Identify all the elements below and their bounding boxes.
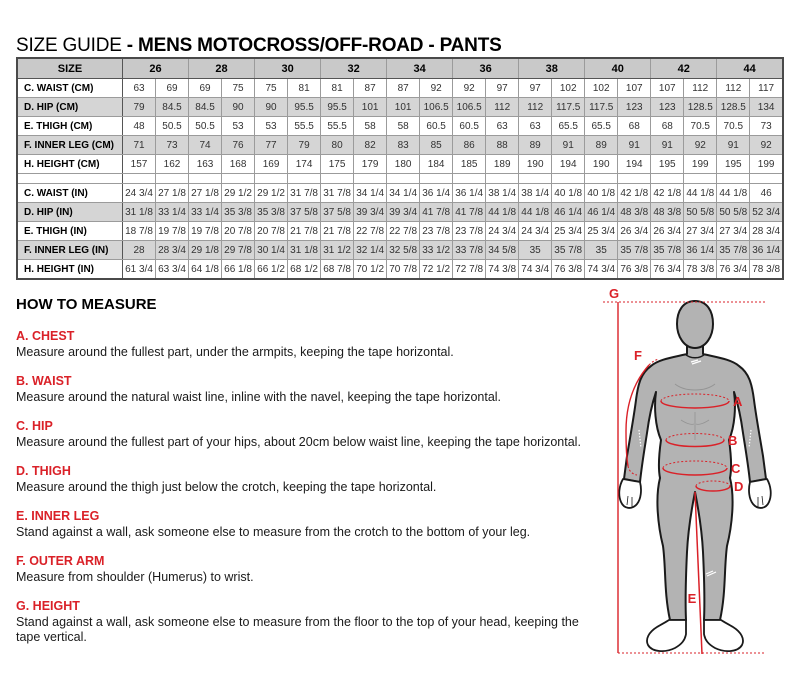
size-value-cell: 31 1/8: [288, 241, 321, 260]
size-value-cell: 32 1/4: [354, 241, 387, 260]
size-table-row: [17, 222, 783, 241]
left-foot: [647, 620, 686, 651]
size-value-cell: 31 1/2: [321, 241, 354, 260]
spacer-cell: [684, 174, 717, 184]
size-value-cell: 29 1/8: [189, 241, 222, 260]
spacer-cell: [255, 174, 288, 184]
measure-section-title: D. THIGH: [16, 464, 71, 478]
measure-section-f: [16, 554, 594, 585]
size-value-cell: 68: [651, 117, 684, 136]
size-value-cell: 50.5: [189, 117, 222, 136]
size-value-cell: 35 3/8: [255, 203, 288, 222]
spacer-cell: [420, 174, 453, 184]
size-value-cell: 41 7/8: [453, 203, 486, 222]
measure-section-title: C. HIP: [16, 419, 53, 433]
size-value-cell: 76 3/4: [717, 260, 750, 280]
size-value-cell: 19 7/8: [156, 222, 189, 241]
size-value-cell: 61 3/4: [123, 260, 156, 280]
row-label: H. HEIGHT (CM): [17, 155, 123, 174]
size-value-cell: 31 1/8: [123, 203, 156, 222]
row-label: D. HIP (IN): [17, 203, 123, 222]
size-value-cell: 44 1/8: [684, 184, 717, 203]
spacer-cell: [552, 174, 585, 184]
size-table-spacer-section: [17, 174, 783, 184]
size-table-spacer-row: [17, 174, 783, 184]
size-value-cell: 89: [585, 136, 618, 155]
size-value-cell: 29 7/8: [222, 241, 255, 260]
row-label: F. INNER LEG (IN): [17, 241, 123, 260]
size-value-cell: 80: [321, 136, 354, 155]
size-value-cell: 194: [618, 155, 651, 174]
measure-section-text: Stand against a wall, ask someone else to measure from the floor to the top of your head, keeping the tape vertical.: [16, 615, 579, 644]
size-value-cell: 33 1/4: [156, 203, 189, 222]
size-value-cell: 44 1/8: [519, 203, 552, 222]
size-column-header: 44: [717, 58, 783, 79]
size-value-cell: 38 1/4: [519, 184, 552, 203]
row-label: F. INNER LEG (CM): [17, 136, 123, 155]
measure-section-a: [16, 329, 594, 360]
size-value-cell: 55.5: [321, 117, 354, 136]
size-value-cell: 50 5/8: [684, 203, 717, 222]
size-value-cell: 101: [387, 98, 420, 117]
spacer-cell: [123, 174, 156, 184]
size-value-cell: 30 1/4: [255, 241, 288, 260]
spacer-cell: [750, 174, 783, 184]
size-value-cell: 69: [189, 79, 222, 98]
size-value-cell: 36 1/4: [420, 184, 453, 203]
size-value-cell: 27 3/4: [684, 222, 717, 241]
size-value-cell: 157: [123, 155, 156, 174]
size-value-cell: 18 7/8: [123, 222, 156, 241]
size-value-cell: 73: [156, 136, 189, 155]
spacer-cell: [717, 174, 750, 184]
size-value-cell: 22 7/8: [354, 222, 387, 241]
size-value-cell: 66 1/8: [222, 260, 255, 280]
size-column-header: 42: [651, 58, 717, 79]
size-value-cell: 106.5: [420, 98, 453, 117]
size-value-cell: 102: [585, 79, 618, 98]
size-value-cell: 27 1/8: [189, 184, 222, 203]
size-value-cell: 26 3/4: [651, 222, 684, 241]
size-value-cell: 78 3/8: [684, 260, 717, 280]
size-table-row: [17, 98, 783, 117]
size-value-cell: 41 7/8: [420, 203, 453, 222]
size-value-cell: 190: [585, 155, 618, 174]
size-value-cell: 31 7/8: [321, 184, 354, 203]
size-value-cell: 117.5: [585, 98, 618, 117]
spacer-cell: [651, 174, 684, 184]
measure-sections: [16, 329, 594, 659]
size-value-cell: 76 3/8: [618, 260, 651, 280]
size-value-cell: 180: [387, 155, 420, 174]
size-value-cell: 46 1/4: [552, 203, 585, 222]
size-value-cell: 28 3/4: [750, 222, 783, 241]
measure-section-title: E. INNER LEG: [16, 509, 100, 523]
size-value-cell: 190: [519, 155, 552, 174]
size-value-cell: 24 3/4: [486, 222, 519, 241]
size-value-cell: 37 5/8: [321, 203, 354, 222]
size-value-cell: 95.5: [321, 98, 354, 117]
size-value-cell: 50.5: [156, 117, 189, 136]
size-value-cell: 179: [354, 155, 387, 174]
size-table-row: [17, 155, 783, 174]
size-table-row: [17, 260, 783, 280]
size-value-cell: 22 7/8: [387, 222, 420, 241]
size-value-cell: 46 1/4: [585, 203, 618, 222]
size-value-cell: 75: [255, 79, 288, 98]
size-value-cell: 33 7/8: [453, 241, 486, 260]
size-value-cell: 76: [222, 136, 255, 155]
size-table-row: [17, 136, 783, 155]
size-value-cell: 58: [387, 117, 420, 136]
size-value-cell: 39 3/4: [354, 203, 387, 222]
size-value-cell: 66 1/2: [255, 260, 288, 280]
spacer-cell: [354, 174, 387, 184]
size-column-header: 30: [255, 58, 321, 79]
size-value-cell: 72 7/8: [453, 260, 486, 280]
size-column-header: 36: [453, 58, 519, 79]
size-column-header: 34: [387, 58, 453, 79]
size-value-cell: 72 1/2: [420, 260, 453, 280]
size-value-cell: 35 7/8: [552, 241, 585, 260]
spacer-cell: [156, 174, 189, 184]
size-value-cell: 36 1/4: [750, 241, 783, 260]
size-value-cell: 25 3/4: [552, 222, 585, 241]
size-table: [16, 57, 784, 280]
size-table-row: [17, 79, 783, 98]
size-value-cell: 52 3/4: [750, 203, 783, 222]
size-value-cell: 34 1/4: [354, 184, 387, 203]
size-value-cell: 63: [519, 117, 552, 136]
size-value-cell: 74 3/8: [486, 260, 519, 280]
body-outline: [624, 340, 766, 620]
size-value-cell: 40 1/8: [552, 184, 585, 203]
size-value-cell: 97: [519, 79, 552, 98]
measurement-figure: [595, 288, 795, 666]
size-value-cell: 76 3/4: [651, 260, 684, 280]
right-hand: [749, 479, 771, 508]
size-table-row: [17, 117, 783, 136]
row-label: C. WAIST (CM): [17, 79, 123, 98]
size-value-cell: 78 3/8: [750, 260, 783, 280]
row-label: E. THIGH (CM): [17, 117, 123, 136]
size-value-cell: 70.5: [684, 117, 717, 136]
size-value-cell: 29 1/2: [222, 184, 255, 203]
size-value-cell: 169: [255, 155, 288, 174]
size-value-cell: 35 3/8: [222, 203, 255, 222]
size-value-cell: 65.5: [585, 117, 618, 136]
size-value-cell: 26 3/4: [618, 222, 651, 241]
figure-label-g: G: [608, 288, 620, 301]
size-column-header: 28: [189, 58, 255, 79]
size-value-cell: 20 7/8: [255, 222, 288, 241]
size-value-cell: 46: [750, 184, 783, 203]
size-column-header: 38: [519, 58, 585, 79]
size-value-cell: 74 3/4: [585, 260, 618, 280]
figure-label-f: F: [634, 348, 642, 363]
size-value-cell: 74 3/4: [519, 260, 552, 280]
size-value-cell: 134: [750, 98, 783, 117]
spacer-cell: [618, 174, 651, 184]
size-value-cell: 28: [123, 241, 156, 260]
size-value-cell: 70.5: [717, 117, 750, 136]
row-label: D. HIP (CM): [17, 98, 123, 117]
size-value-cell: 27 3/4: [717, 222, 750, 241]
size-value-cell: 35: [585, 241, 618, 260]
measure-section-g: [16, 599, 594, 645]
size-value-cell: 128.5: [684, 98, 717, 117]
size-value-cell: 91: [552, 136, 585, 155]
size-value-cell: 44 1/8: [717, 184, 750, 203]
measure-section-text: Measure around the fullest part of your hips, about 20cm below waist line, keeping the tape horizontal.: [16, 435, 581, 449]
size-value-cell: 32 5/8: [387, 241, 420, 260]
size-value-cell: 39 3/4: [387, 203, 420, 222]
size-value-cell: 117.5: [552, 98, 585, 117]
size-value-cell: 199: [750, 155, 783, 174]
measure-section-d: [16, 464, 594, 495]
size-value-cell: 195: [717, 155, 750, 174]
size-value-cell: 48: [123, 117, 156, 136]
size-value-cell: 28 3/4: [156, 241, 189, 260]
size-value-cell: 102: [552, 79, 585, 98]
size-value-cell: 101: [354, 98, 387, 117]
size-value-cell: 88: [486, 136, 519, 155]
measure-section-text: Measure from shoulder (Humerus) to wrist.: [16, 570, 254, 584]
size-value-cell: 195: [651, 155, 684, 174]
spacer-cell: [585, 174, 618, 184]
size-value-cell: 21 7/8: [321, 222, 354, 241]
page-title-prefix: SIZE GUIDE: [16, 34, 122, 56]
size-value-cell: 23 7/8: [420, 222, 453, 241]
measure-section-title: A. CHEST: [16, 329, 75, 343]
size-value-cell: 35 7/8: [651, 241, 684, 260]
size-value-cell: 87: [354, 79, 387, 98]
size-table-row: [17, 203, 783, 222]
spacer-cell: [453, 174, 486, 184]
measure-section-title: B. WAIST: [16, 374, 72, 388]
size-value-cell: 163: [189, 155, 222, 174]
size-value-cell: 74: [189, 136, 222, 155]
measure-section-e: [16, 509, 594, 540]
measure-section-title: G. HEIGHT: [16, 599, 80, 613]
size-value-cell: 42 1/8: [618, 184, 651, 203]
size-value-cell: 68: [618, 117, 651, 136]
size-value-cell: 84.5: [189, 98, 222, 117]
size-value-cell: 27 1/8: [156, 184, 189, 203]
figure-label-b: B: [728, 433, 738, 448]
left-hand: [619, 479, 641, 508]
size-table-row: [17, 241, 783, 260]
size-value-cell: 42 1/8: [651, 184, 684, 203]
row-label: E. THIGH (IN): [17, 222, 123, 241]
size-value-cell: 25 3/4: [585, 222, 618, 241]
size-value-cell: 107: [651, 79, 684, 98]
size-value-cell: 70 1/2: [354, 260, 387, 280]
size-value-cell: 81: [321, 79, 354, 98]
spacer-cell: [222, 174, 255, 184]
size-value-cell: 123: [618, 98, 651, 117]
size-value-cell: 84.5: [156, 98, 189, 117]
size-value-cell: 35 7/8: [717, 241, 750, 260]
size-value-cell: 83: [387, 136, 420, 155]
size-value-cell: 97: [486, 79, 519, 98]
spacer-cell: [189, 174, 222, 184]
size-value-cell: 87: [387, 79, 420, 98]
measure-section-text: Measure around the fullest part, under the armpits, keeping the tape horizontal.: [16, 345, 454, 359]
spacer-cell: [288, 174, 321, 184]
size-value-cell: 91: [651, 136, 684, 155]
size-value-cell: 31 7/8: [288, 184, 321, 203]
size-value-cell: 33 1/4: [189, 203, 222, 222]
size-value-cell: 112: [486, 98, 519, 117]
size-value-cell: 20 7/8: [222, 222, 255, 241]
row-label: H. HEIGHT (IN): [17, 260, 123, 280]
size-value-cell: 29 1/2: [255, 184, 288, 203]
size-value-cell: 92: [420, 79, 453, 98]
size-value-cell: 65.5: [552, 117, 585, 136]
size-value-cell: 90: [255, 98, 288, 117]
figure-label-e: E: [687, 591, 697, 606]
size-value-cell: 92: [453, 79, 486, 98]
size-value-cell: 92: [750, 136, 783, 155]
size-value-cell: 63: [123, 79, 156, 98]
size-value-cell: 60.5: [420, 117, 453, 136]
size-value-cell: 79: [123, 98, 156, 117]
size-value-cell: 75: [222, 79, 255, 98]
size-value-cell: 194: [552, 155, 585, 174]
size-value-cell: 81: [288, 79, 321, 98]
size-value-cell: 24 3/4: [123, 184, 156, 203]
size-value-cell: 91: [618, 136, 651, 155]
size-column-header: 26: [123, 58, 189, 79]
spacer-cell: [486, 174, 519, 184]
figure-label-a: A: [733, 394, 743, 409]
measure-section-text: Measure around the natural waist line, inline with the navel, keeping the tape horizontal.: [16, 390, 502, 404]
measure-section-text: Stand against a wall, ask someone else to measure from the crotch to the bottom of your leg.: [16, 525, 531, 539]
size-value-cell: 53: [255, 117, 288, 136]
size-value-cell: 73: [750, 117, 783, 136]
size-table-header-row: [17, 58, 783, 79]
page-title: [16, 35, 502, 57]
size-table-in-section: [17, 184, 783, 280]
size-value-cell: 36 1/4: [453, 184, 486, 203]
size-value-cell: 69: [156, 79, 189, 98]
size-value-cell: 68 1/2: [288, 260, 321, 280]
figure-label-c: C: [731, 461, 741, 476]
size-value-cell: 112: [717, 79, 750, 98]
size-value-cell: 34 5/8: [486, 241, 519, 260]
size-value-cell: 112: [519, 98, 552, 117]
size-value-cell: 168: [222, 155, 255, 174]
size-value-cell: 55.5: [288, 117, 321, 136]
spacer-cell: [519, 174, 552, 184]
size-value-cell: 89: [519, 136, 552, 155]
size-value-cell: 53: [222, 117, 255, 136]
size-value-cell: 199: [684, 155, 717, 174]
size-table-row: [17, 184, 783, 203]
size-value-cell: 107: [618, 79, 651, 98]
size-value-cell: 21 7/8: [288, 222, 321, 241]
size-value-cell: 85: [420, 136, 453, 155]
size-value-cell: 64 1/8: [189, 260, 222, 280]
how-to-measure-heading: HOW TO MEASURE: [16, 296, 157, 313]
size-header-label: SIZE: [17, 58, 123, 79]
size-value-cell: 33 1/2: [420, 241, 453, 260]
page-title-main: - MENS MOTOCROSS/OFF-ROAD - PANTS: [126, 34, 502, 56]
size-value-cell: 34 1/4: [387, 184, 420, 203]
size-value-cell: 24 3/4: [519, 222, 552, 241]
spacer-cell: [17, 174, 123, 184]
size-column-header: 32: [321, 58, 387, 79]
spacer-cell: [321, 174, 354, 184]
head: [677, 301, 713, 348]
size-value-cell: 82: [354, 136, 387, 155]
size-value-cell: 60.5: [453, 117, 486, 136]
size-value-cell: 112: [684, 79, 717, 98]
measure-section-b: [16, 374, 594, 405]
size-value-cell: 185: [453, 155, 486, 174]
size-column-header: 40: [585, 58, 651, 79]
size-value-cell: 95.5: [288, 98, 321, 117]
size-value-cell: 40 1/8: [585, 184, 618, 203]
size-table-cm-section: [17, 79, 783, 174]
size-value-cell: 92: [684, 136, 717, 155]
size-value-cell: 70 7/8: [387, 260, 420, 280]
size-value-cell: 35: [519, 241, 552, 260]
size-value-cell: 19 7/8: [189, 222, 222, 241]
size-value-cell: 117: [750, 79, 783, 98]
figure-label-d: D: [734, 479, 744, 494]
measure-section-title: F. OUTER ARM: [16, 554, 105, 568]
size-value-cell: 189: [486, 155, 519, 174]
measure-section-c: [16, 419, 594, 450]
size-value-cell: 63: [486, 117, 519, 136]
size-value-cell: 35 7/8: [618, 241, 651, 260]
size-value-cell: 128.5: [717, 98, 750, 117]
size-value-cell: 58: [354, 117, 387, 136]
size-value-cell: 44 1/8: [486, 203, 519, 222]
size-value-cell: 106.5: [453, 98, 486, 117]
size-value-cell: 63 3/4: [156, 260, 189, 280]
size-value-cell: 50 5/8: [717, 203, 750, 222]
size-value-cell: 79: [288, 136, 321, 155]
size-value-cell: 175: [321, 155, 354, 174]
size-value-cell: 76 3/8: [552, 260, 585, 280]
size-value-cell: 38 1/4: [486, 184, 519, 203]
right-foot: [704, 620, 743, 651]
size-value-cell: 162: [156, 155, 189, 174]
size-value-cell: 48 3/8: [651, 203, 684, 222]
size-value-cell: 71: [123, 136, 156, 155]
measure-section-text: Measure around the thigh just below the crotch, keeping the tape horizontal.: [16, 480, 437, 494]
spacer-cell: [387, 174, 420, 184]
size-value-cell: 68 7/8: [321, 260, 354, 280]
size-value-cell: 23 7/8: [453, 222, 486, 241]
size-value-cell: 48 3/8: [618, 203, 651, 222]
size-value-cell: 123: [651, 98, 684, 117]
size-value-cell: 91: [717, 136, 750, 155]
size-value-cell: 77: [255, 136, 288, 155]
size-value-cell: 184: [420, 155, 453, 174]
size-value-cell: 36 1/4: [684, 241, 717, 260]
row-label: C. WAIST (IN): [17, 184, 123, 203]
size-value-cell: 86: [453, 136, 486, 155]
size-value-cell: 174: [288, 155, 321, 174]
size-value-cell: 90: [222, 98, 255, 117]
size-value-cell: 37 5/8: [288, 203, 321, 222]
